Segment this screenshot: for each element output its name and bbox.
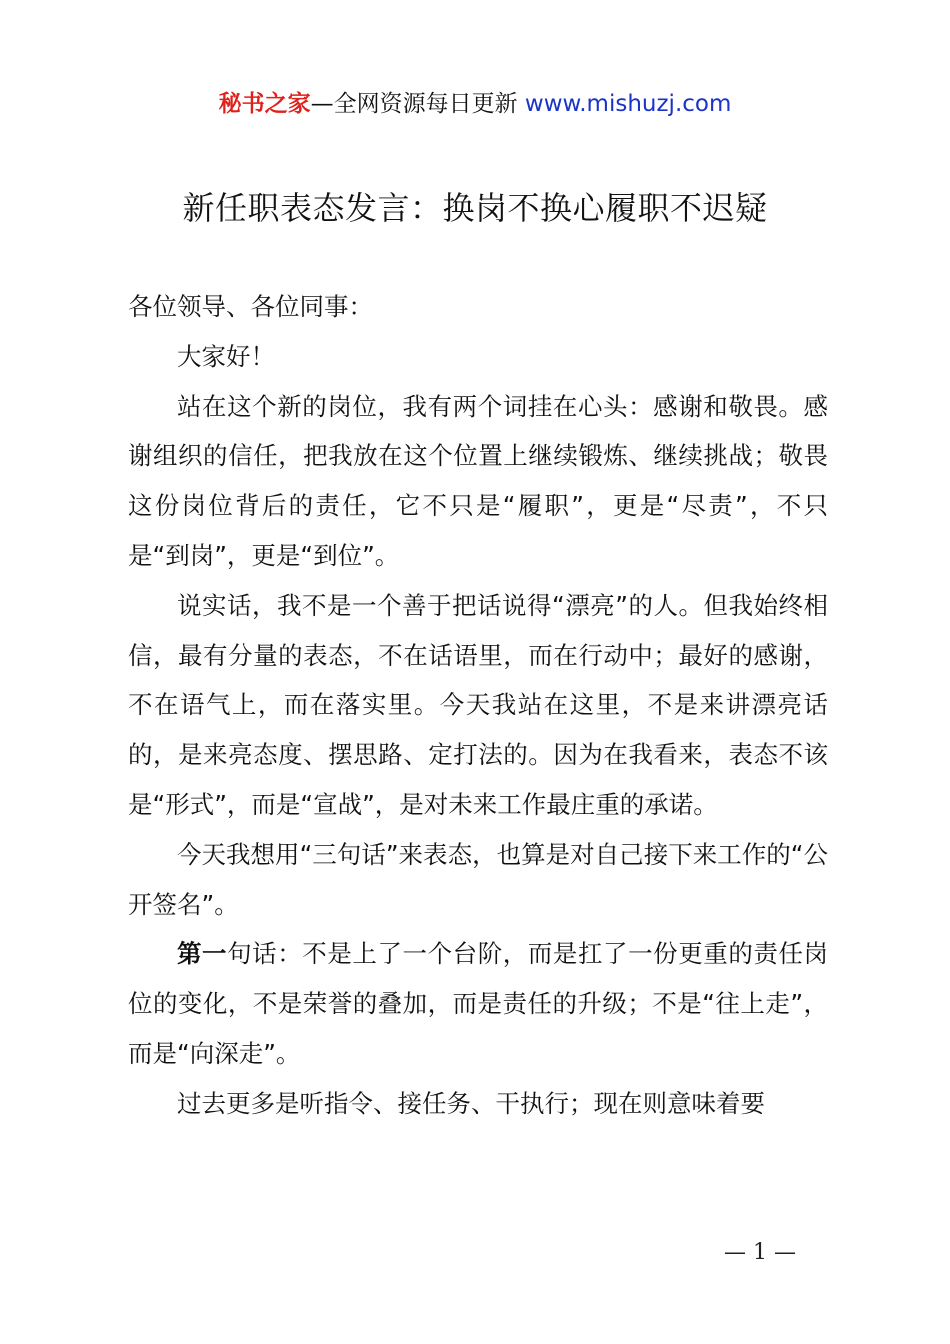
header-slogan: —全网资源每日更新 (310, 91, 525, 117)
paragraph-3: 今天我想用“三句话”来表态，也算是对自己接下来工作的“公开签名”。 (128, 839, 828, 919)
salutation: 各位领导、各位同事： (128, 292, 373, 321)
site-header (0, 88, 950, 120)
page-number: — 1 — (724, 1240, 796, 1265)
paragraph-4-bold-lead: 第一 (177, 939, 228, 969)
site-url-link[interactable]: www.mishuzj.com (524, 91, 732, 117)
paragraph-2: 说实话，我不是一个善于把话说得“漂亮”的人。但我始终相信，最有分量的表态，不在话语里，而在行动中；最好的感谢，不在语气上，而在落实里。今天我站在这里，不是来讲漂亮话的，是来亮态度、摆思路、定打法的。因为在我看来，表态不该是“形式”，而是“宣战”，是对未来工作最庄重的承诺。 (128, 590, 828, 819)
document-body (128, 282, 828, 1129)
paragraph-4-text: 句话：不是上了一个台阶，而是扛了一份更重的责任岗位的变化，不是荣誉的叠加，而是责任的升级；不是“往上走”，而是“向深走”。 (128, 939, 829, 1068)
document-title: 新任职表态发言：换岗不换心履职不迟疑 (182, 189, 768, 227)
paragraph-4 (128, 929, 828, 1078)
paragraph-1: 站在这个新的岗位，我有两个词挂在心头：感谢和敬畏。感谢组织的信任，把我放在这个位置上继续锻炼、继续挑战；敬畏这份岗位背后的责任，它不只是“履职”，更是“尽责”，不只是“到岗”，更是“到位”。 (128, 391, 828, 570)
greeting: 大家好！ (177, 341, 275, 371)
brand-name: 秘书之家 (218, 91, 311, 117)
paragraph-5: 过去更多是听指令、接任务、干执行；现在则意味着要 (177, 1088, 765, 1118)
